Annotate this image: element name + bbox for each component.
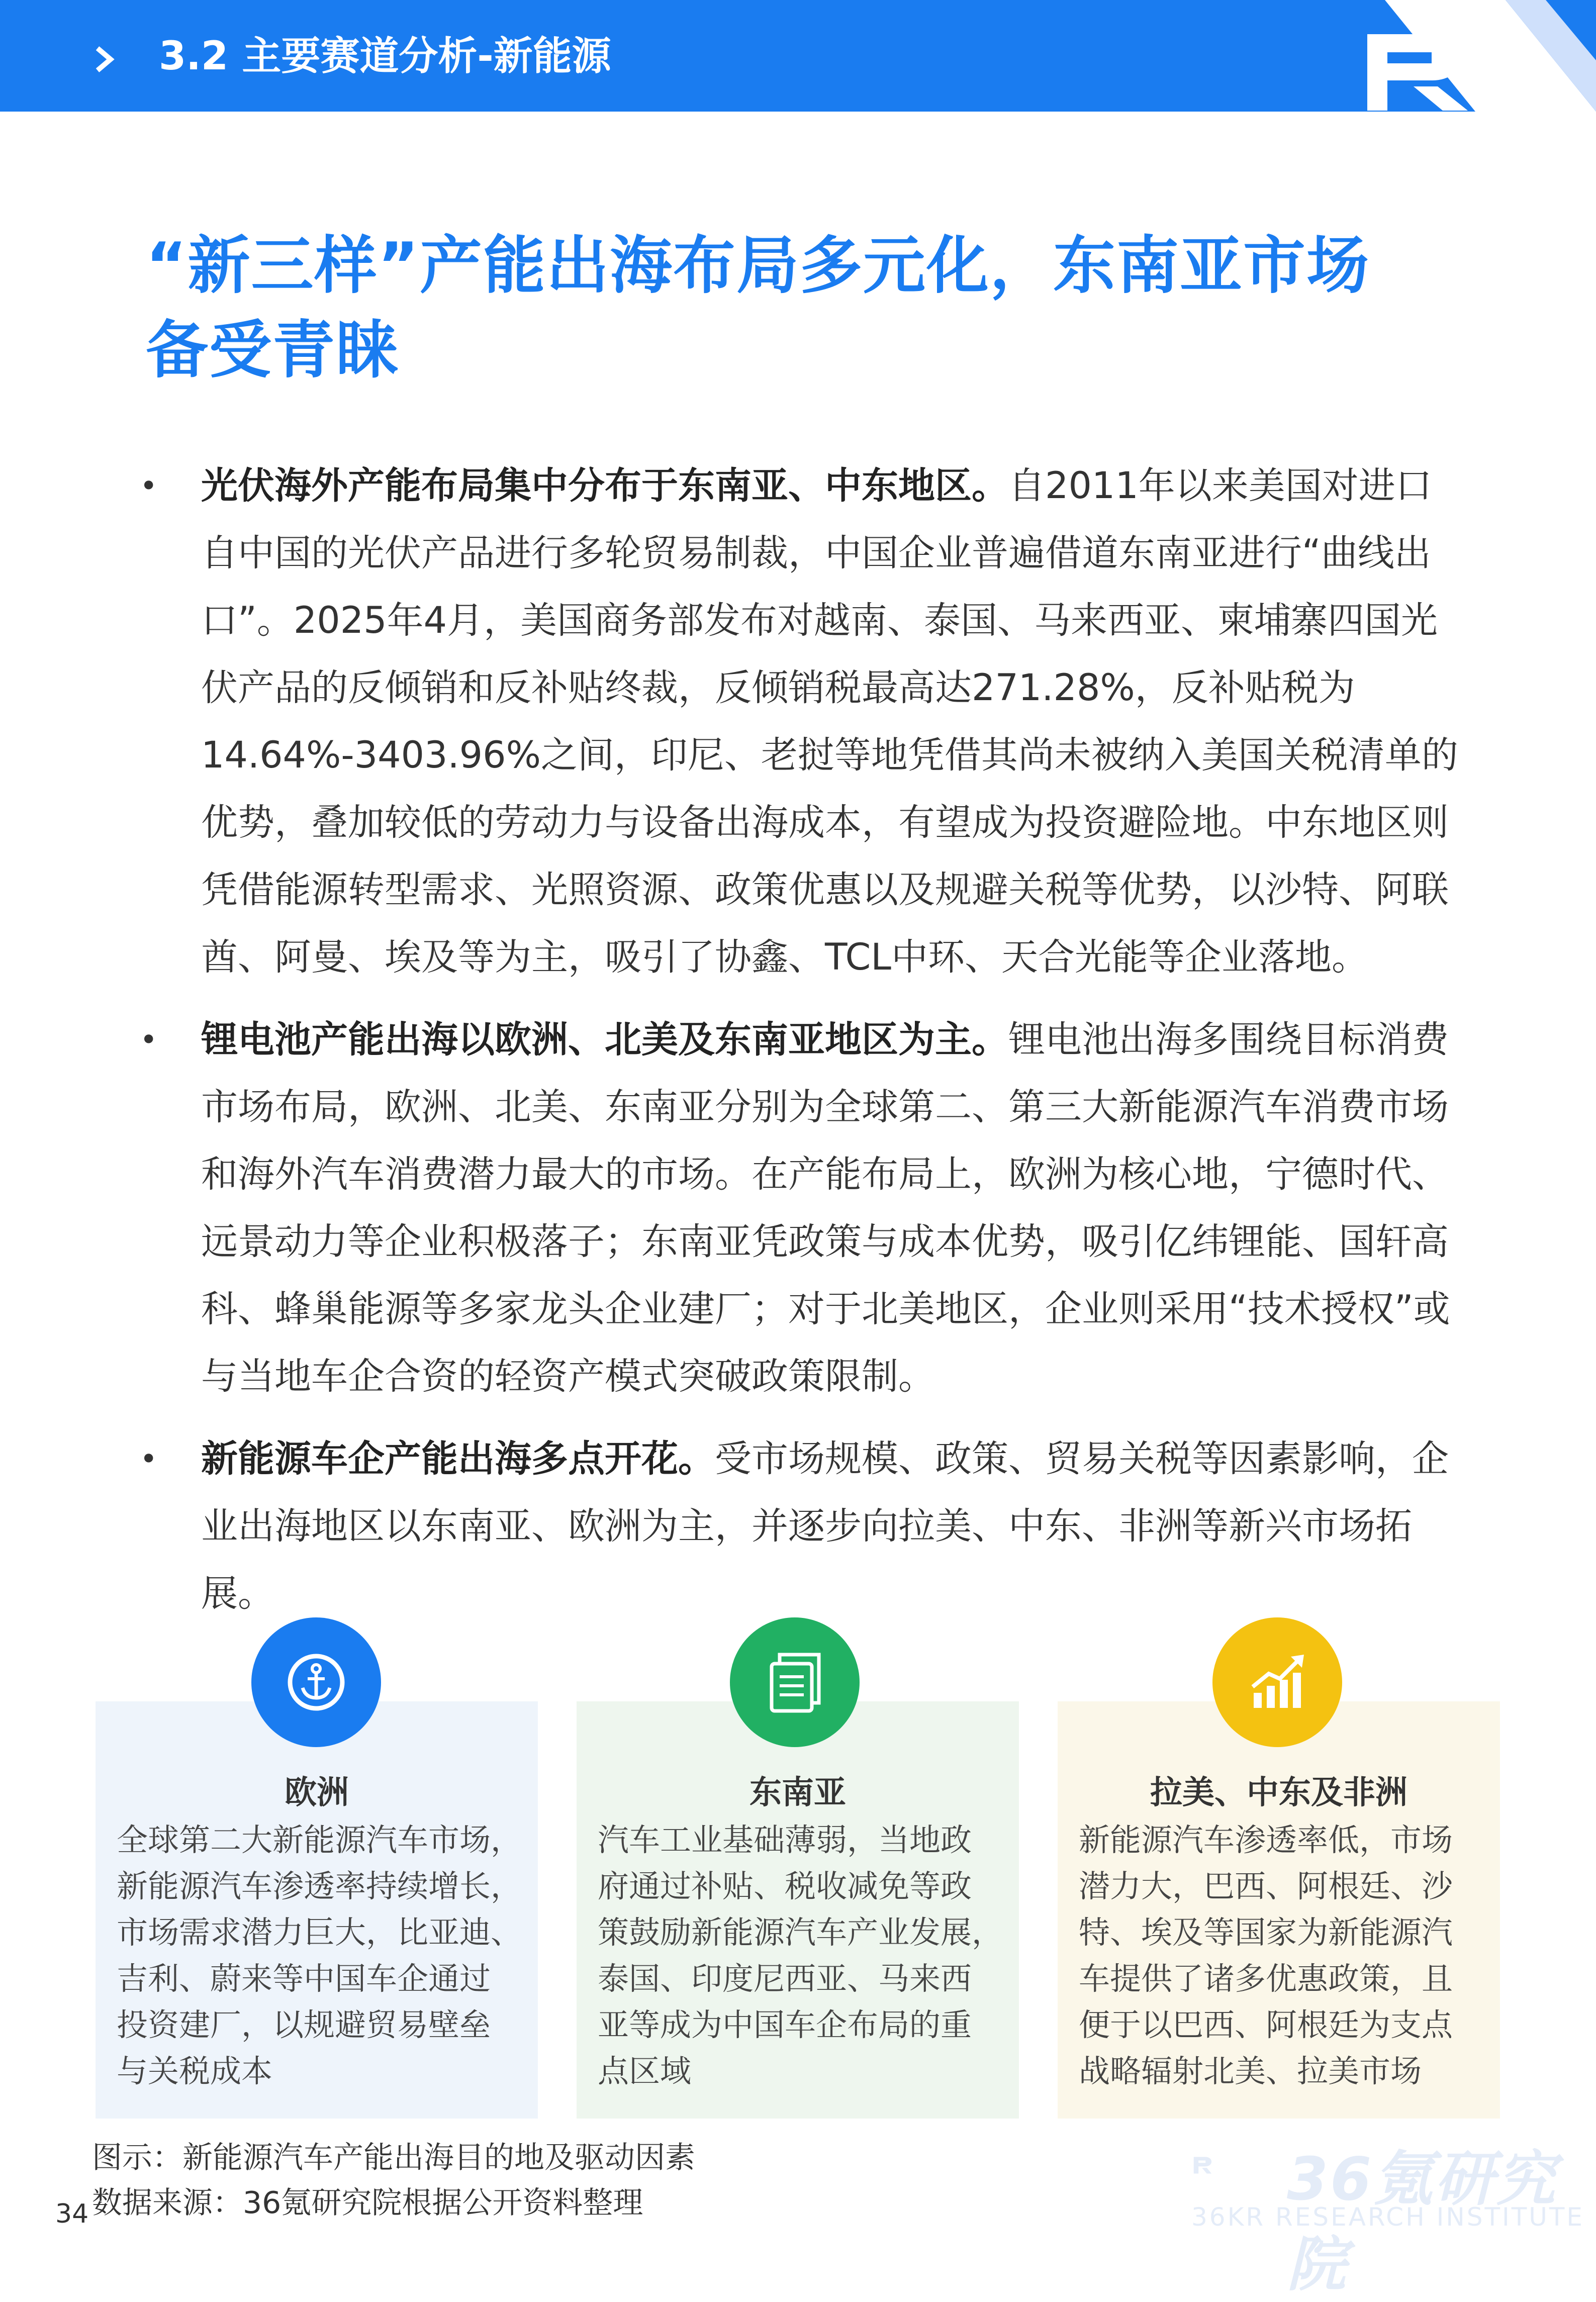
page-title-line2: 备受青睐 [146,314,400,387]
card-title: 东南亚 [749,1774,846,1811]
anchor-icon [284,1650,349,1715]
bullet-text: 锂电池出海多围绕目标消费市场布局，欧洲、北美、东南亚分别为全球第二、第三大新能源汽车消费市场和海外汽车消费潜力最大的市场。在产能布局上，欧洲为核心地，宁德时代、远景动力等企业积极落子；东南亚凭政策与成本优势，吸引亿纬锂能、国轩高科、蜂巢能源等多家龙头企业建厂；对于北美地区，企业则采用“技术授权”或与当地车企合资的轻资产模式突破政策限制。 [201,1018,1450,1398]
card-latam-me-africa-badge [1212,1617,1342,1747]
card-body: 新能源汽车渗透率低，市场 潜力大，巴西、阿根廷、沙 特、埃及等国家为新能源汽 车提供了诸多优惠政策，且 便于以巴西、阿根廷为支点 战略辐射北美、拉美市场 [1079,1821,1453,2089]
card-southeast-asia [577,1701,1019,2119]
card-body: 汽车工业基础薄弱，当地政 府通过补贴、税收减免等政 策鼓励新能源汽车产业发展， 泰国、印度尼西亚、马来西 亚等成为中国车企布局的重 点区域 [598,1821,1003,2089]
watermark-subtitle: 36KR RESEARCH INSTITUTE [1191,2202,1585,2232]
card-title: 拉美、中东及非洲 [1150,1774,1407,1811]
bullet-heading: 新能源车企产能出海多点开花。 [201,1437,715,1480]
figure-caption: 图示：新能源汽车产能出海目的地及驱动因素 [92,2140,695,2175]
bullet-dot: • [140,1442,158,1477]
bullet-item-battery [136,1006,1468,1410]
bullet-dot: • [140,468,158,504]
watermark-logo-icon [1191,2134,1277,2204]
bullet-dot: • [140,1022,158,1058]
card-body: 全球第二大新能源汽车市场， 新能源汽车渗透率持续增长， 市场需求潜力巨大，比亚迪、 吉利、蔚来等中国车企通过 投资建厂，以规避贸易壁垒 与关税成本 [117,1821,522,2089]
page-title [146,224,1478,393]
page-number: 34 [55,2199,89,2229]
bullet-heading: 锂电池产能出海以欧洲、北美及东南亚地区为主。 [201,1018,1008,1061]
watermark-title: 36氪研究院 [1287,2144,1558,2299]
bullet-heading: 光伏海外产能布局集中分布于东南亚、中东地区。 [201,464,1008,507]
card-latam-me-africa [1058,1701,1500,2119]
bullet-list [136,452,1468,1643]
card-southeast-asia-badge [730,1617,860,1747]
page-title-line1: “新三样”产能出海布局多元化，东南亚市场 [146,230,1370,302]
card-europe-badge [251,1617,381,1747]
document-icon [765,1650,825,1715]
bullet-text: 自2011年以来美国对进口自中国的光伏产品进行多轮贸易制裁，中国企业普遍借道东南亚进行“曲线出口”。2025年4月，美国商务部发布对越南、泰国、马来西亚、柬埔寨四国光伏产品的反倾销和反补贴终裁，反倾销税最高达271.28%，反补贴税为14.64%-3403.96%之间，印尼、老挝等地凭借其尚未被纳入美国关税清单的优势，叠加较低的劳动力与设备出海成本，有望成为投资避险地。中东地区则凭借能源转型需求、光照资源、政策优惠以及规避关税等优势，以沙特、阿联酋、阿曼、埃及等为主，吸引了协鑫、TCL中环、天合光能等企业落地。 [201,464,1458,979]
card-title: 欧洲 [285,1774,349,1811]
section-title: 3.2 主要赛道分析-新能源 [159,34,611,79]
source-caption: 数据来源：36氪研究院根据公开资料整理 [92,2185,643,2221]
bullet-text: 受市场规模、政策、贸易关税等因素影响，企业出海地区以东南亚、欧洲为主，并逐步向拉美、中东、非洲等新兴市场拓展。 [201,1437,1449,1615]
brand-logo-icon [1367,34,1473,111]
growth-chart-icon [1245,1650,1310,1715]
card-europe [96,1701,538,2119]
bullet-item-pv [136,452,1468,991]
bullet-item-nev [136,1425,1468,1627]
